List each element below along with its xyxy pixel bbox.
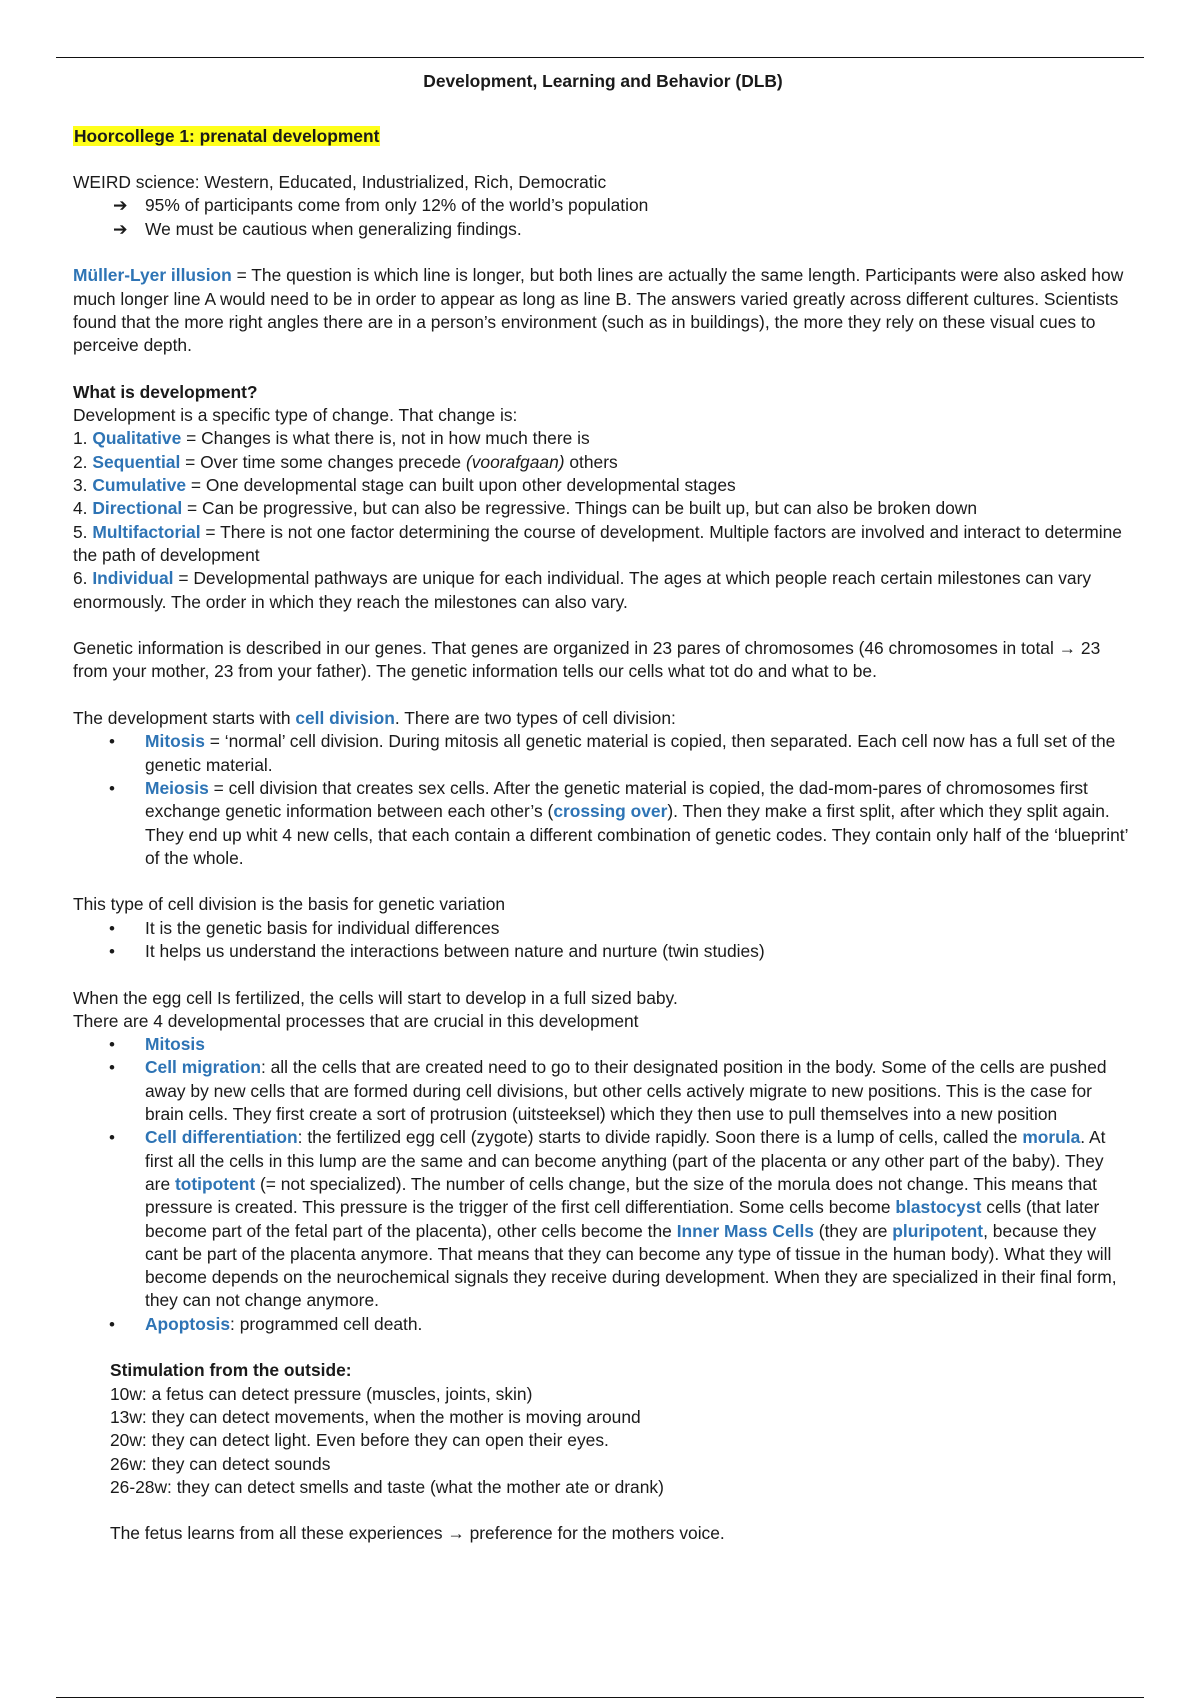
weird-list: [73, 194, 1133, 241]
development-item-1: 1. Qualitative = Changes is what there is, not in how much there is: [73, 428, 590, 449]
stimulation-line: 13w: they can detect movements, when the mother is moving around: [110, 1406, 641, 1427]
cell-division-intro: The development starts with cell division. There are two types of cell division:: [73, 708, 676, 729]
muller-lyer-term: Müller-Lyer illusion: [73, 265, 232, 286]
processes-intro-2: There are 4 developmental processes that are crucial in this development: [73, 1010, 639, 1031]
development-item-3: 3. Cumulative = One developmental stage can built upon other developmental stages: [73, 475, 736, 496]
arrow-icon: ➔: [113, 218, 128, 239]
arrow-icon: ➔: [113, 195, 128, 216]
stimulation-line: 10w: a fetus can detect pressure (muscles, joints, skin): [110, 1383, 533, 1404]
bottom-rule: [56, 1697, 1144, 1698]
cell-division-list: [73, 730, 1133, 870]
variation-list: [73, 917, 1133, 964]
development-item-2: 2. Sequential = Over time some changes precede (voorafgaan) others: [73, 451, 618, 472]
stimulation-conclusion: The fetus learns from all these experiences → preference for the mothers voice.: [110, 1523, 725, 1544]
list-item: • It helps us understand the interactions between nature and nurture (twin studies): [73, 940, 1133, 963]
stimulation-section: [110, 1359, 1133, 1545]
list-item: • Mitosis: [73, 1033, 1133, 1056]
list-item: • Meiosis = cell division that creates sex cells. After the genetic material is copied, the dad-mom-pares of chromosomes first exchange genetic information between each other’s (crossing over). Then they make a first split, after which they split again. They end up whit 4 new cells, that each contain a different combination of genetic codes. They contain only half of the ‘blueprint’ of the whole.: [73, 777, 1133, 870]
list-item: ➔ 95% of participants come from only 12% of the world’s population: [73, 194, 1133, 217]
list-item: • It is the genetic basis for individual differences: [73, 917, 1133, 940]
development-heading: What is development?: [73, 381, 258, 402]
stimulation-line: 20w: they can detect light. Even before they can open their eyes.: [110, 1430, 609, 1451]
top-rule: [56, 57, 1144, 58]
list-item: • Mitosis = ‘normal’ cell division. During mitosis all genetic material is copied, then separated. Each cell now has a full set of the genetic material.: [73, 730, 1133, 777]
lecture-heading: [73, 125, 1133, 148]
genetics-paragraph: Genetic information is described in our genes. That genes are organized in 23 pares of chromosomes (46 chromosomes in total → 23 from your mother, 23 from your father). The genetic information tells our cells what tot do and what to be.: [73, 638, 1101, 682]
document-page: [73, 70, 1133, 1546]
processes-intro-1: When the egg cell Is fertilized, the cells will start to develop in a full sized baby.: [73, 987, 678, 1008]
development-item-5: 5. Multifactorial = There is not one factor determining the course of development. Multiple factors are involved and interact to determine the path of development: [73, 521, 1122, 565]
list-item: • Cell migration: all the cells that are created need to go to their designated position in the body. Some of the cells are pushed away by new cells that are formed during cell divisions, but other cells actively migrate to new positions. This is the case for brain cells. They first create a sort of protrusion (uitsteeksel) which they then use to pull themselves into a new position: [73, 1056, 1133, 1126]
development-item-4: 4. Directional = Can be progressive, but can also be regressive. Things can be built up, but can also be broken down: [73, 498, 978, 519]
development-item-6: 6. Individual = Developmental pathways are unique for each individual. The ages at which people reach certain milestones can vary enormously. The order in which they reach the milestones can also vary.: [73, 568, 1092, 612]
variation-intro: This type of cell division is the basis for genetic variation: [73, 894, 506, 915]
development-intro: Development is a specific type of change. That change is:: [73, 405, 518, 426]
weird-intro: WEIRD science: Western, Educated, Industrialized, Rich, Democratic: [73, 172, 607, 193]
processes-list: [73, 1033, 1133, 1336]
list-item: • Apoptosis: programmed cell death.: [73, 1313, 1133, 1336]
lecture-title: Hoorcollege 1: prenatal development: [74, 125, 380, 146]
stimulation-line: 26-28w: they can detect smells and taste (what the mother ate or drank): [110, 1476, 664, 1497]
list-item: ➔ We must be cautious when generalizing findings.: [73, 218, 1133, 241]
stimulation-line: 26w: they can detect sounds: [110, 1453, 331, 1474]
document-title: Development, Learning and Behavior (DLB): [423, 71, 783, 91]
list-item: • Cell differentiation: the fertilized egg cell (zygote) starts to divide rapidly. Soon there is a lump of cells, called the morula. At first all the cells in this lump are the same and can become anything (part of the placenta or any other part of the baby). They are totipotent (= not specialized). The number of cells change, but the size of the morula does not change. This means that pressure is created. This pressure is the trigger of the first cell differentiation. Some cells become blastocyst cells (that later become part of the fetal part of the placenta), other cells become the Inner Mass Cells (they are pluripotent, because they cant be part of the placenta anymore. That means that they can become any type of tissue in the human body). What they will become depends on the neurochemical signals they receive during development. When they are specialized in their final form, they can not change anymore.: [73, 1126, 1133, 1312]
muller-lyer-paragraph: Müller-Lyer illusion = The question is which line is longer, but both lines are actually the same length. Participants were also asked how much longer line A would need to be in order to appear as long as line B. The answers varied greatly across different cultures. Scientists found that the more right angles there are in a person’s environment (such as in buildings), the more they rely on these visual cues to perceive depth.: [73, 265, 1124, 356]
stimulation-heading: Stimulation from the outside:: [110, 1360, 352, 1381]
